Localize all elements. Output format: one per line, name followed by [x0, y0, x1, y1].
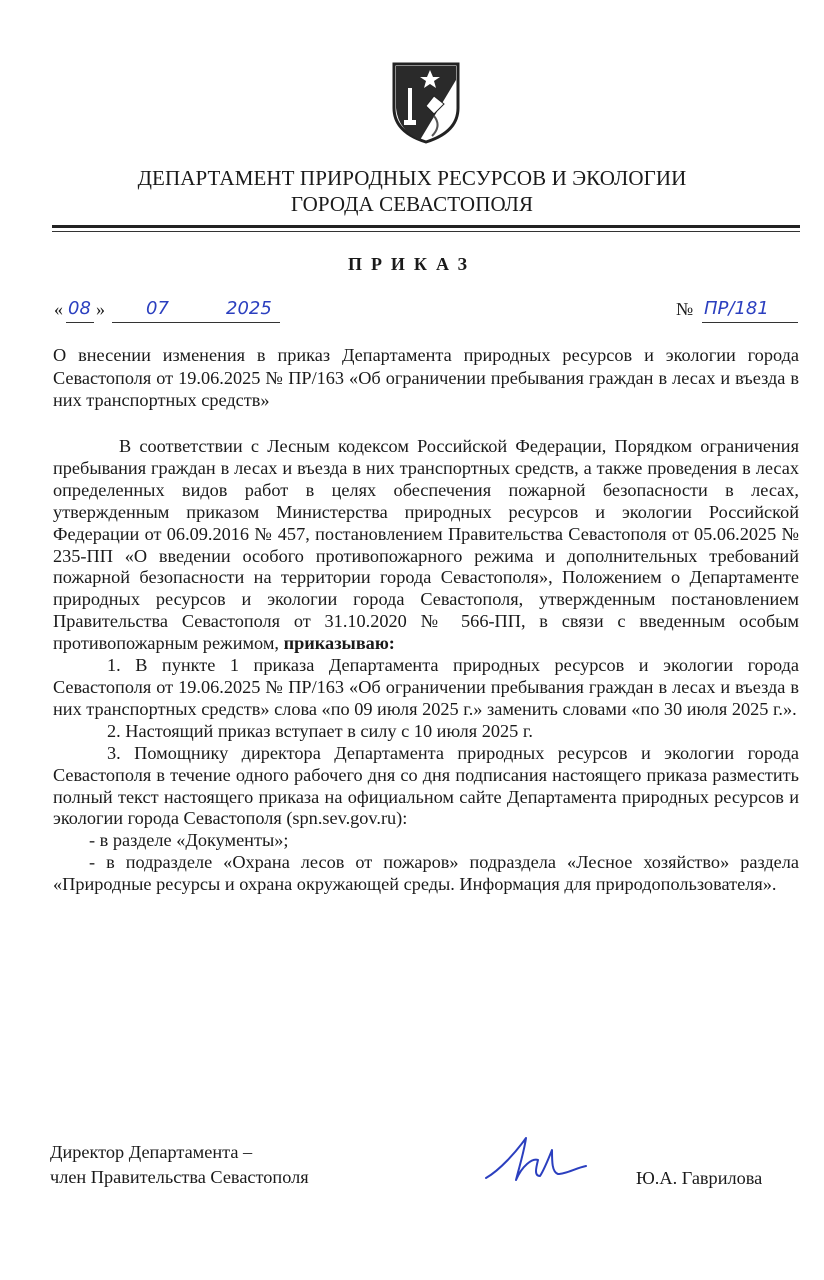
order-subitem-1: - в разделе «Документы»;	[89, 830, 289, 851]
preamble-text: В соответствии с Лесным кодексом Российской Федерации, Порядком ограничения пребывания граждан в лесах и въезда в них транспортных средств, а также проведения в лесах определенных видов работ в целях обеспечения пожарной безопасности в лесах, утвержденным приказом Министерства природных ресурсов и экологии Российской Федерации от 06.09.2016 № 457, постановлением Правительства Севастополя от 05.06.2025 № 235-ПП «О введении особого противопожарного режима и дополнительных требований пожарной безопасности на территории города Севастополя», Положением о Департаменте природных ресурсов и экологии города Севастополя, утвержденным постановлением Правительства Севастополя от 31.10.2020 № 566-ПП, в связи с введенным особым противопожарным режимом,	[53, 436, 799, 654]
number-value: ПР/181	[704, 298, 769, 319]
order-date	[54, 297, 284, 327]
header-divider-thick	[52, 225, 800, 228]
number-sign: №	[676, 299, 694, 319]
signatory-name: Ю.А. Гаврилова	[636, 1168, 763, 1188]
document-type-title: ПРИКАЗ	[347, 254, 477, 274]
order-item-3: 3. Помощнику директора Департамента природных ресурсов и экологии города Севастополя в течение одного рабочего дня со дня подписания настоящего приказа разместить полный текст настоящего приказа на официальном сайте Департамента природных ресурсов и экологии города Севастополя (spn.sev.gov.ru):	[53, 742, 799, 829]
handwritten-signature-icon	[482, 1130, 592, 1190]
date-month-year-underline	[112, 322, 280, 323]
date-open-quote: «	[54, 299, 63, 319]
date-year: 2025	[226, 298, 272, 319]
org-name-line1: ДЕПАРТАМЕНТ ПРИРОДНЫХ РЕСУРСОВ И ЭКОЛОГИИ	[137, 166, 687, 190]
position-line2: член Правительства Севастополя	[50, 1167, 309, 1187]
date-day: 08	[68, 298, 91, 319]
signatory-position	[50, 1140, 309, 1190]
order-body	[53, 436, 799, 896]
order-word: приказываю:	[283, 633, 395, 654]
coat-of-arms-icon	[390, 60, 462, 144]
date-day-underline	[66, 322, 94, 323]
order-subject: О внесении изменения в приказ Департамента природных ресурсов и экологии города Севастополя от 19.06.2025 № ПР/163 «Об ограничении пребывания граждан в лесах и въезда в них транспортных средств»	[53, 345, 799, 410]
order-item-1: 1. В пункте 1 приказа Департамента природных ресурсов и экологии города Севастополя от 19.06.2025 № ПР/163 «Об ограничении пребывания граждан в лесах и въезда в них транспортных средств» слова «по 09 июля 2025 г.» заменить словами «по 30 июля 2025 г.».	[53, 655, 799, 719]
order-item-2: 2. Настоящий приказ вступает в силу с 10 июля 2025 г.	[107, 720, 533, 741]
number-underline	[702, 322, 798, 323]
date-month: 07	[146, 298, 169, 319]
order-number	[676, 297, 806, 327]
header-divider-thin	[52, 231, 800, 232]
position-line1: Директор Департамента –	[50, 1142, 253, 1162]
org-name-line2: ГОРОДА СЕВАСТОПОЛЯ	[290, 192, 534, 216]
preamble-paragraph	[53, 436, 799, 655]
date-close-quote: »	[96, 299, 105, 319]
order-subitem-2: - в подразделе «Охрана лесов от пожаров» подраздела «Лесное хозяйство» раздела «Природные ресурсы и охрана окружающей среды. Информация для природопользователя».	[53, 852, 799, 895]
